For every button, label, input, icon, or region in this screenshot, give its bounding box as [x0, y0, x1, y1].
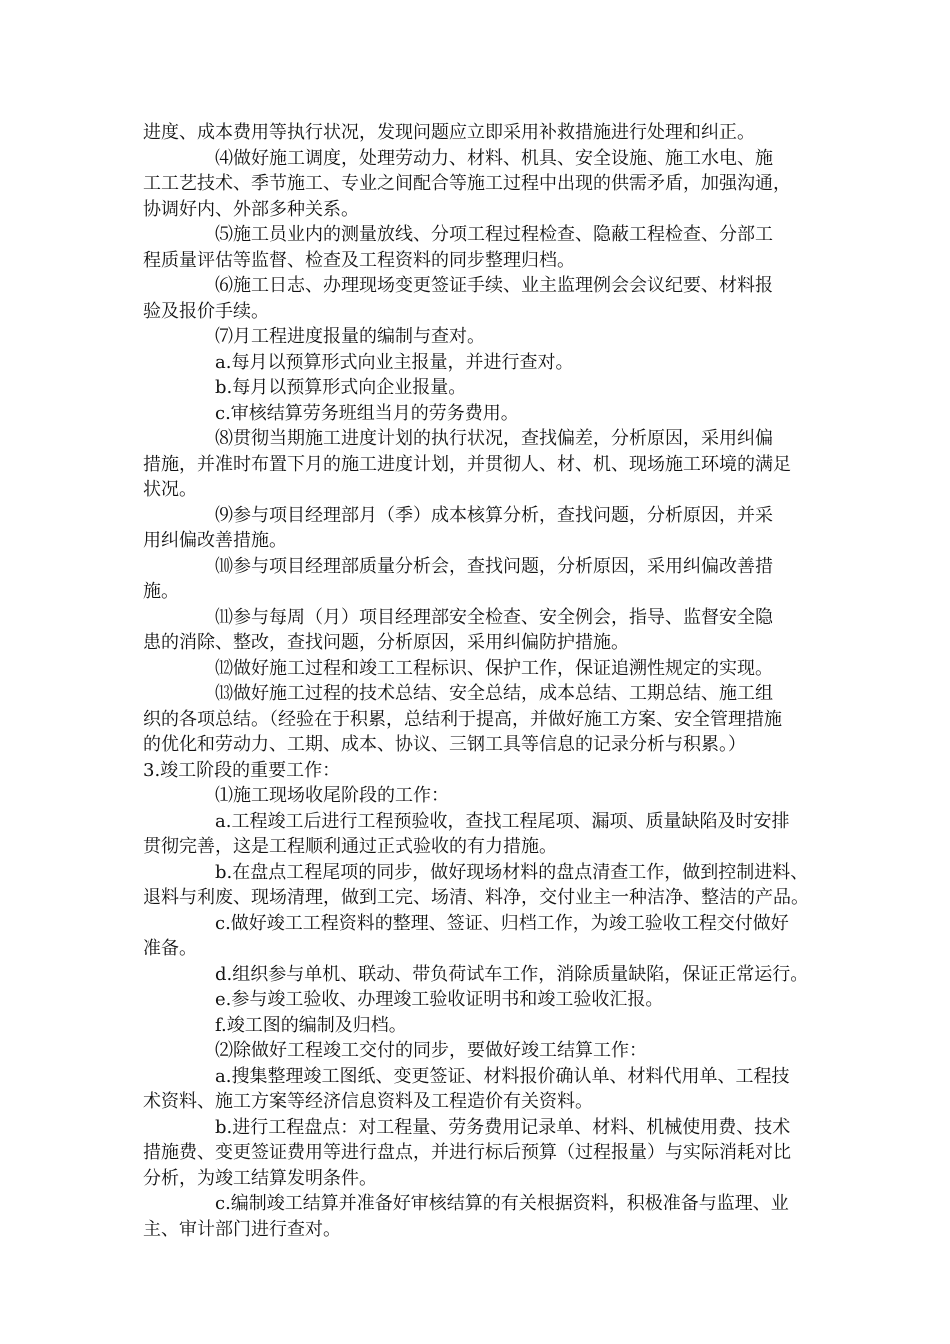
text-line: 贯彻完善，这是工程顺利通过正式验收的有力措施。	[143, 836, 557, 857]
text-line: ⑴施工现场收尾阶段的工作：	[215, 785, 449, 806]
text-line: c.做好竣工工程资料的整理、签证、归档工作，为竣工验收工程交付做好	[215, 912, 789, 934]
text-line: 进度、成本费用等执行状况，发现问题应立即采用补救措施进行处理和纠正。	[143, 122, 755, 143]
document-body	[143, 120, 815, 1242]
text-line: b.进行工程盘点：对工程量、劳务费用记录单、材料、机械使用费、技术	[215, 1116, 791, 1138]
text-line: 协调好内、外部多种关系。	[143, 198, 359, 220]
text-line: 措施费、变更签证费用等进行盘点，并进行标后预算（过程报量）与实际消耗对比	[143, 1142, 791, 1163]
text-line: d.组织参与单机、联动、带负荷试车工作，消除质量缺陷，保证正常运行。	[215, 963, 809, 985]
text-line: b.在盘点工程尾项的同步，做好现场材料的盘点清查工作，做到控制进料、	[215, 861, 809, 883]
text-line: 程质量评估等监督、检查及工程资料的同步整理归档。	[143, 249, 575, 271]
text-line: 3.竣工阶段的重要工作：	[143, 759, 341, 781]
text-line: 分析，为竣工结算发明条件。	[143, 1167, 377, 1189]
text-line: ⑷做好施工调度，处理劳动力、材料、机具、安全设施、施工水电、施	[215, 147, 773, 169]
text-line: ⑵除做好工程竣工交付的同步，要做好竣工结算工作：	[215, 1040, 647, 1061]
text-line: 施。	[143, 581, 179, 602]
text-line: e.参与竣工验收、办理竣工验收证明书和竣工验收汇报。	[215, 989, 664, 1010]
text-line: 准备。	[143, 938, 197, 959]
text-line: 状况。	[143, 479, 197, 500]
text-line: 工工艺技术、季节施工、专业之间配合等施工过程中出现的供需矛盾，加强沟通，	[143, 173, 791, 194]
text-line: a.搜集整理竣工图纸、变更签证、材料报价确认单、材料代用单、工程技	[215, 1065, 790, 1087]
text-line: 退料与利废、现场清理，做到工完、场清、料净，交付业主一种洁净、整洁的产品。	[143, 887, 809, 908]
text-line: 用纠偏改善措施。	[143, 530, 287, 551]
text-line: ⑺月工程进度报量的编制与查对。	[215, 326, 485, 347]
text-line: c.编制竣工结算并准备好审核结算的有关根据资料，积极准备与监理、业	[215, 1193, 789, 1214]
text-line: ⑼参与项目经理部月（季）成本核算分析，查找问题，分析原因，并采	[215, 504, 773, 526]
text-line: ⑸施工员业内的测量放线、分项工程过程检查、隐蔽工程检查、分部工	[215, 224, 773, 245]
text-line: 的优化和劳动力、工期、成本、协议、三钢工具等信息的记录分析与积累。）	[143, 734, 746, 755]
text-line: ⑻贯彻当期施工进度计划的执行状况，查找偏差，分析原因，采用纠偏	[215, 428, 773, 449]
text-line: ⑹施工日志、办理现场变更签证手续、业主监理例会会议纪要、材料报	[215, 275, 773, 296]
text-line: 主、审计部门进行查对。	[143, 1218, 341, 1240]
text-line: ⑽参与项目经理部质量分析会，查找问题，分析原因，采用纠偏改善措	[215, 555, 773, 577]
text-line: 验及报价手续。	[143, 300, 269, 322]
text-line: b.每月以预算形式向企业报量。	[215, 377, 467, 398]
text-line: 措施，并准时布置下月的施工进度计划，并贯彻人、材、机、现场施工环境的满足	[143, 453, 791, 475]
text-line: 患的消除、整改，查找问题，分析原因，采用纠偏防护措施。	[143, 632, 629, 653]
text-line: f.竣工图的编制及归档。	[215, 1014, 407, 1036]
text-line: a.工程竣工后进行工程预验收，查找工程尾项、漏项、质量缺陷及时安排	[215, 810, 790, 832]
text-line: ⑾参与每周（月）项目经理部安全检查、安全例会，指导、监督安全隐	[215, 606, 773, 628]
text-line: 术资料、施工方案等经济信息资料及工程造价有关资料。	[143, 1091, 593, 1112]
text-line: 织的各项总结。（经验在于积累，总结利于提高，并做好施工方案、安全管理措施	[143, 708, 782, 730]
text-line: a.每月以预算形式向业主报量，并进行查对。	[215, 351, 574, 373]
text-line: ⑿做好施工过程和竣工工程标识、保护工作，保证追溯性规定的实现。	[215, 657, 773, 679]
text-line: c.审核结算劳务班组当月的劳务费用。	[215, 402, 519, 424]
text-line: ⒀做好施工过程的技术总结、安全总结，成本总结、工期总结、施工组	[215, 683, 773, 704]
